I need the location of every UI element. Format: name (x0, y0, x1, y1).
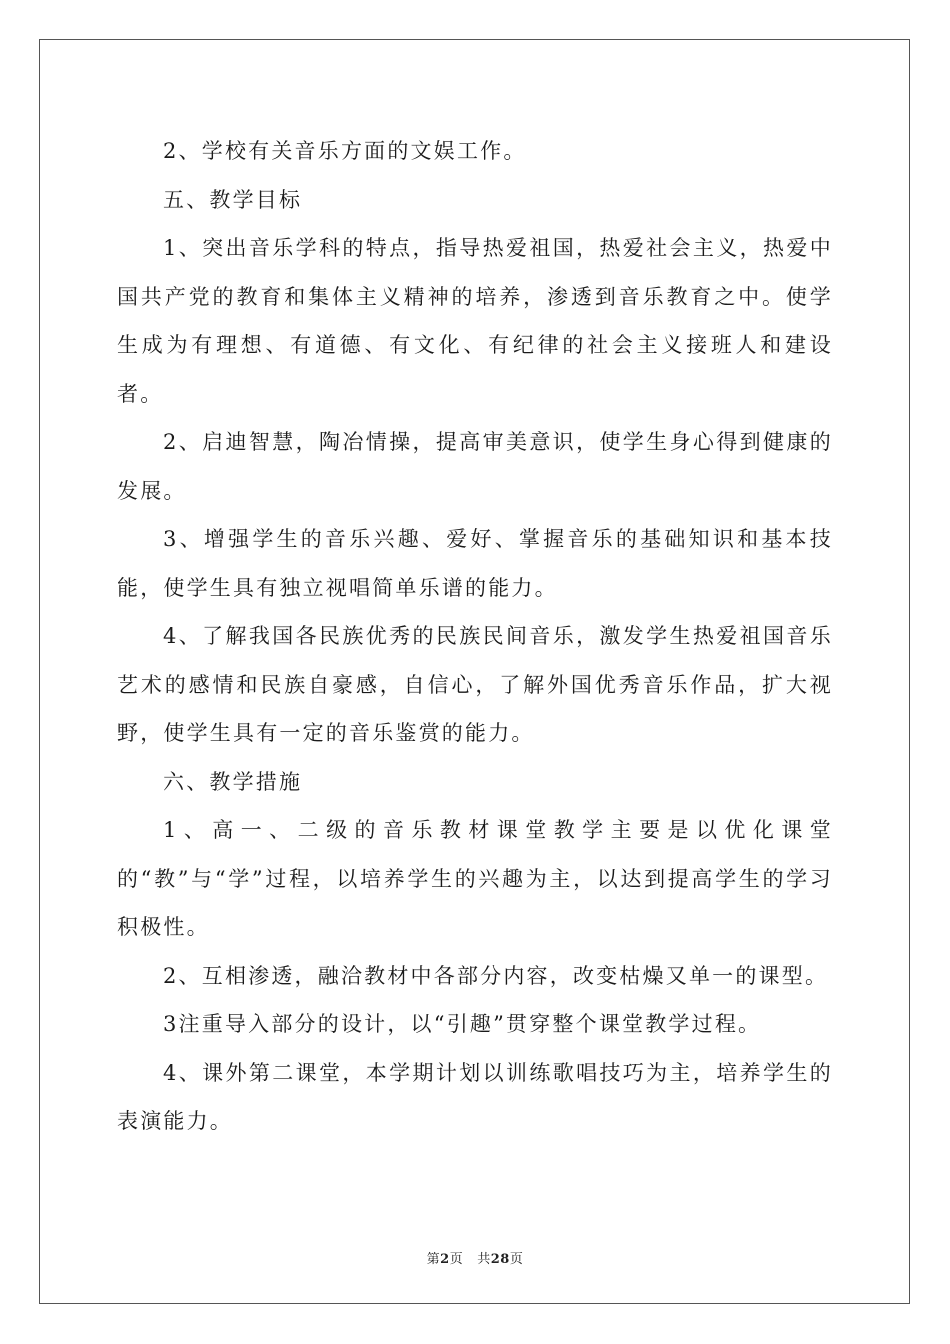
page-prefix: 第 (426, 1252, 441, 1267)
paragraph: 3、增强学生的音乐兴趣、爱好、掌握音乐的基础知识和基本技能，使学生具有独立视唱简单乐谱的能力。 (117, 527, 833, 600)
paragraph: 4、了解我国各民族优秀的民族民间音乐，激发学生热爱祖国音乐艺术的感情和民族自豪感，自信心，了解外国优秀音乐作品，扩大视野，使学生具有一定的音乐鉴赏的能力。 (117, 624, 833, 745)
paragraph: 1、高一、二级的音乐教材课堂教学主要是以优化课堂的“教”与“学”过程，以培养学生的兴趣为主，以达到提高学生的学习积极性。 (117, 818, 833, 939)
paragraph: 2、学校有关音乐方面的文娱工作。 (163, 139, 527, 163)
total-pages: 28 (490, 1252, 510, 1267)
page-footer (0, 1248, 950, 1267)
paragraph: 4、课外第二课堂，本学期计划以训练歌唱技巧为主，培养学生的表演能力。 (117, 1060, 833, 1133)
paragraph: 3注重导入部分的设计，以“引趣”贯穿整个课堂教学过程。 (163, 1012, 762, 1036)
document-body (117, 127, 833, 1146)
page-number: 2 (440, 1252, 450, 1267)
total-suffix: 页 (509, 1252, 524, 1267)
total-prefix: 共 (477, 1252, 491, 1267)
paragraph: 1、突出音乐学科的特点，指导热爱祖国，热爱社会主义，热爱中国共产党的教育和集体主义精神的培养，渗透到音乐教育之中。使学生成为有理想、有道德、有文化、有纪律的社会主义接班人和建设者。 (117, 236, 833, 406)
section-heading: 五、教学目标 (163, 187, 303, 212)
paragraph: 2、启迪智慧，陶冶情操，提高审美意识，使学生身心得到健康的发展。 (117, 430, 833, 503)
paragraph: 2、互相渗透，融洽教材中各部分内容，改变枯燥又单一的课型。 (163, 963, 829, 988)
section-heading: 六、教学措施 (163, 769, 303, 794)
page-suffix: 页 (449, 1252, 464, 1267)
